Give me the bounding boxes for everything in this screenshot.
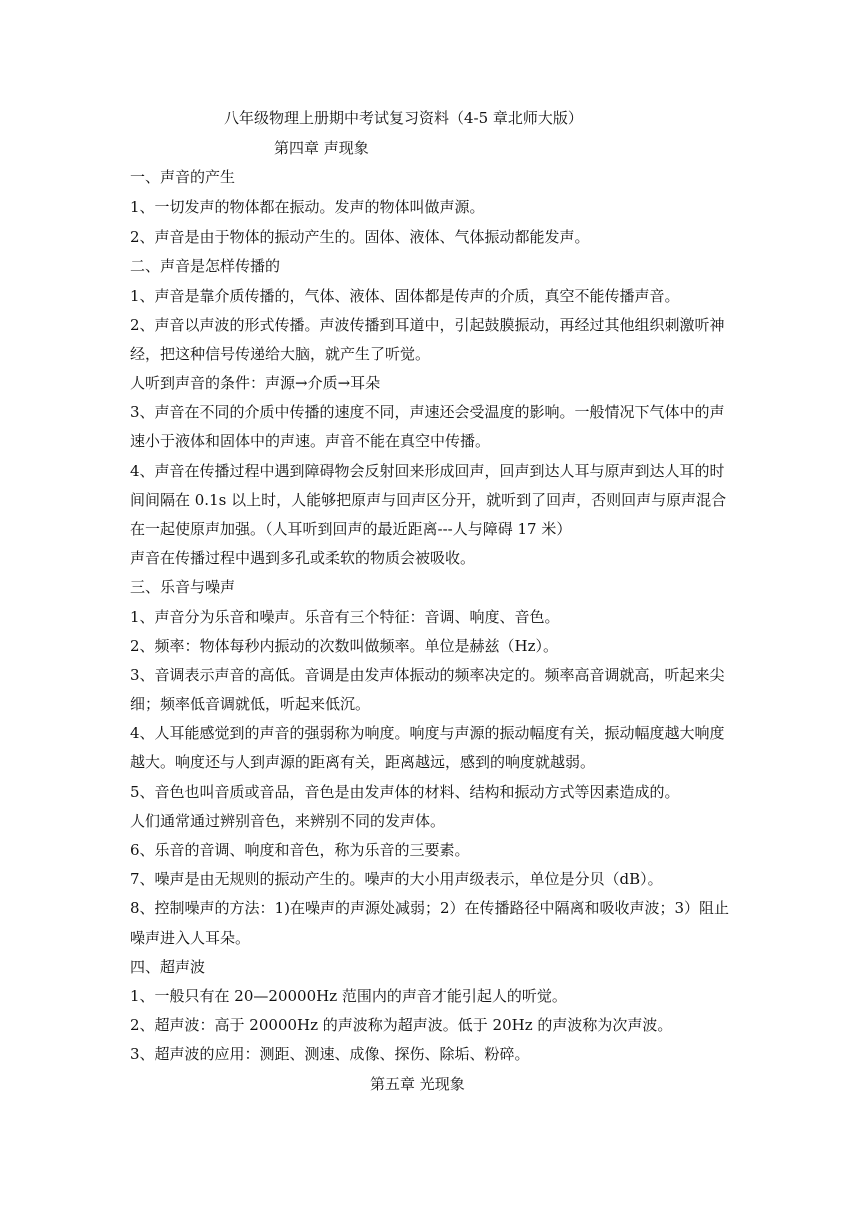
text-line: 4、人耳能感觉到的声音的强弱称为响度。响度与声源的振动幅度有关，振动幅度越大响度 [130, 724, 725, 742]
document-title: 八年级物理上册期中考试复习资料（4-5 章北师大版） [224, 109, 583, 127]
text-line: 8、控制噪声的方法：1)在噪声的声源处减弱；2）在传播路径中隔离和吸收声波；3）阻止 [130, 899, 730, 917]
text-line: 3、声音在不同的介质中传播的速度不同，声速还会受温度的影响。一般情况下气体中的声 [130, 403, 725, 421]
text-line: 噪声进入人耳朵。 [130, 929, 251, 947]
text-line: 间间隔在 0.1s 以上时，人能够把原声与回声区分开，就听到了回声，否则回声与原声混合 [130, 491, 727, 509]
text-line: 在一起使原声加强。（人耳听到回声的最近距离---人与障碍 17 米） [130, 520, 572, 538]
text-line: 1、一般只有在 20—20000Hz 范围内的声音才能引起人的听觉。 [130, 987, 567, 1005]
text-line: 细；频率低音调就低，听起来低沉。 [130, 695, 371, 713]
text-line: 7、噪声是由无规则的振动产生的。噪声的大小用声级表示，单位是分贝（dB）。 [130, 870, 663, 888]
text-line: 人听到声音的条件：声源→介质→耳朵 [130, 374, 381, 392]
text-line: 3、超声波的应用：测距、测速、成像、探伤、除垢、粉碎。 [130, 1045, 530, 1063]
text-line: 6、乐音的音调、响度和音色，称为乐音的三要素。 [130, 841, 470, 859]
text-line: 越大。响度还与人到声源的距离有关，距离越远，感到的响度就越弱。 [130, 753, 596, 771]
text-line: 2、声音是由于物体的振动产生的。固体、液体、气体振动都能发声。 [130, 228, 590, 246]
text-line: 1、声音是靠介质传播的，气体、液体、固体都是传声的介质，真空不能传播声音。 [130, 287, 680, 305]
text-line: 1、一切发声的物体都在振动。发声的物体叫做声源。 [130, 198, 485, 216]
text-line: 5、音色也叫音质或音品，音色是由发声体的材料、结构和振动方式等因素造成的。 [130, 783, 680, 801]
text-line: 声音在传播过程中遇到多孔或柔软的物质会被吸收。 [130, 549, 476, 567]
text-line: 4、声音在传播过程中遇到障碍物会反射回来形成回声，回声到达人耳与原声到达人耳的时 [130, 462, 725, 480]
text-line: 人们通常通过辨别音色，来辨别不同的发声体。 [130, 812, 446, 830]
text-line: 2、声音以声波的形式传播。声波传播到耳道中，引起鼓膜振动，再经过其他组织刺激听神 [130, 316, 725, 334]
chapter-4-heading: 第四章 声现象 [274, 139, 369, 157]
section-heading-1: 一、声音的产生 [130, 168, 236, 186]
text-line: 2、超声波：高于 20000Hz 的声波称为超声波。低于 20Hz 的声波称为次声波。 [130, 1016, 673, 1034]
section-heading-3: 三、乐音与噪声 [130, 578, 236, 596]
section-heading-4: 四、超声波 [130, 958, 206, 976]
text-line: 3、音调表示声音的高低。音调是由发声体振动的频率决定的。频率高音调就高，听起来尖 [130, 666, 725, 684]
text-line: 2、频率：物体每秒内振动的次数叫做频率。单位是赫兹（Hz）。 [130, 637, 559, 655]
text-line: 经，把这种信号传递给大脑，就产生了听觉。 [130, 345, 431, 363]
chapter-5-heading: 第五章 光现象 [370, 1075, 465, 1093]
text-line: 1、声音分为乐音和噪声。乐音有三个特征：音调、响度、音色。 [130, 608, 560, 626]
section-heading-2: 二、声音是怎样传播的 [130, 257, 281, 275]
text-line: 速小于液体和固体中的声速。声音不能在真空中传播。 [130, 432, 491, 450]
